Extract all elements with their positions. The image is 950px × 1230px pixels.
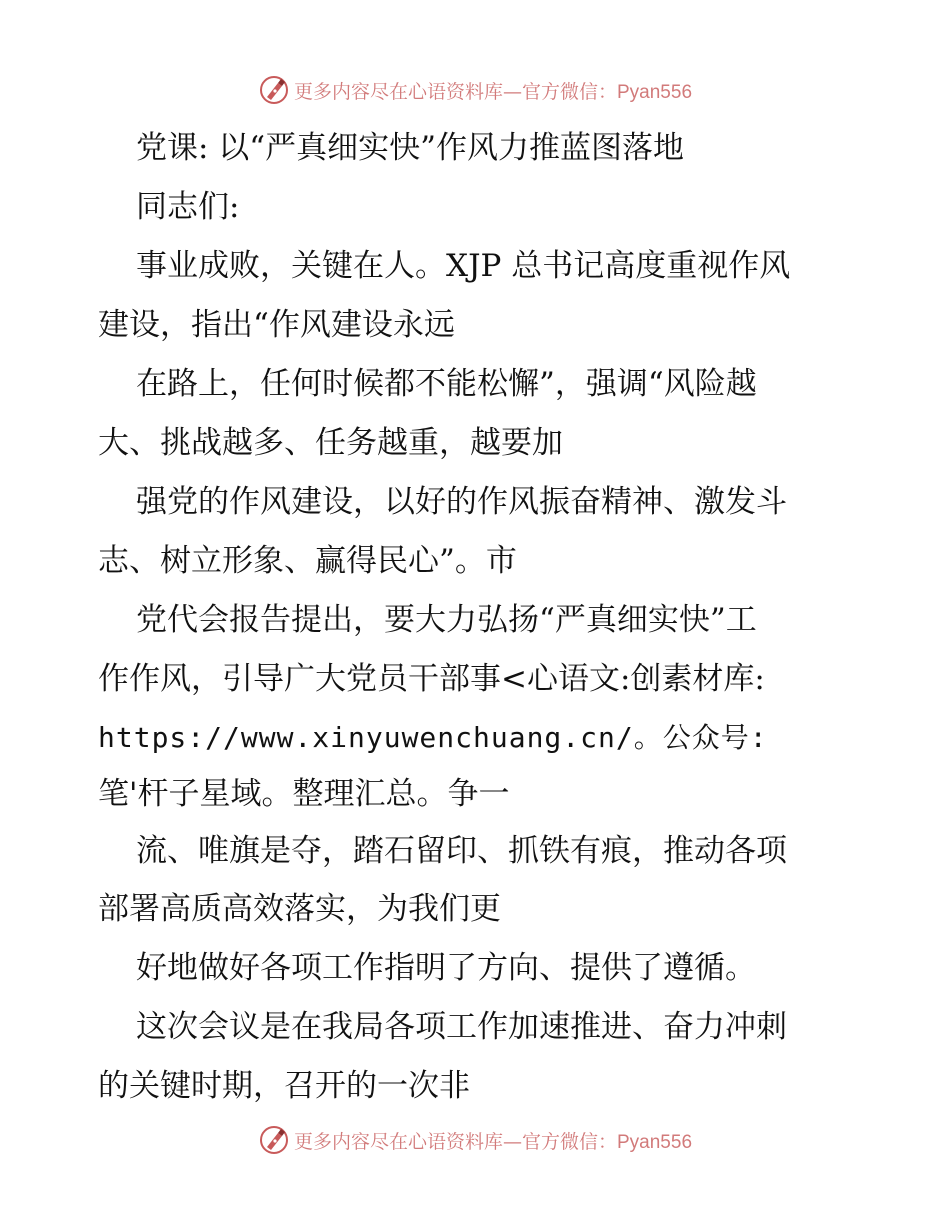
url-line: https://www.xinyuwenchuang.cn/。公众号:	[98, 721, 768, 754]
footer-banner	[0, 1120, 950, 1160]
text-line: 大、挑战越多、任务越重，越要加	[98, 425, 563, 461]
pen-nib-logo-icon	[258, 1124, 290, 1156]
text-line: 作作风，引导广大党员干部事<心语文:创素材库:	[98, 661, 765, 697]
text-line: 的关键时期，召开的一次非	[98, 1068, 470, 1104]
doc-title: 党课: 以“严真细实快”作风力推蓝图落地	[136, 130, 684, 166]
text-line: 流、唯旗是夺，踏石留印、抓铁有痕，推动各项	[136, 833, 787, 869]
text-line: 志、树立形象、赢得民心”。市	[98, 543, 517, 579]
text-line: 笔'杆子星域。整理汇总。争一	[98, 776, 510, 812]
header-banner	[0, 70, 950, 110]
text-line: 好地做好各项工作指明了方向、提供了遵循。	[136, 950, 756, 986]
salutation: 同志们:	[136, 189, 240, 225]
text-line: 部署高质高效落实，为我们更	[98, 891, 501, 927]
text-line: 在路上，任何时候都不能松懈”，强调“风险越	[136, 366, 757, 402]
text-line: 这次会议是在我局各项工作加速推进、奋力冲刺	[136, 1009, 787, 1045]
text-line: 事业成败，关键在人。XJP 总书记高度重视作风	[136, 248, 791, 284]
banner-text: 更多内容尽在心语资料库—官方微信：Pyan556	[293, 80, 693, 103]
text-line: 党代会报告提出，要大力弘扬“严真细实快”工	[136, 602, 757, 638]
text-line: 强党的作风建设，以好的作风振奋精神、激发斗	[136, 484, 787, 520]
pen-nib-logo-icon	[258, 74, 290, 106]
text-line: 建设，指出“作风建设永远	[98, 307, 455, 343]
banner-text: 更多内容尽在心语资料库—官方微信：Pyan556	[293, 1130, 693, 1153]
